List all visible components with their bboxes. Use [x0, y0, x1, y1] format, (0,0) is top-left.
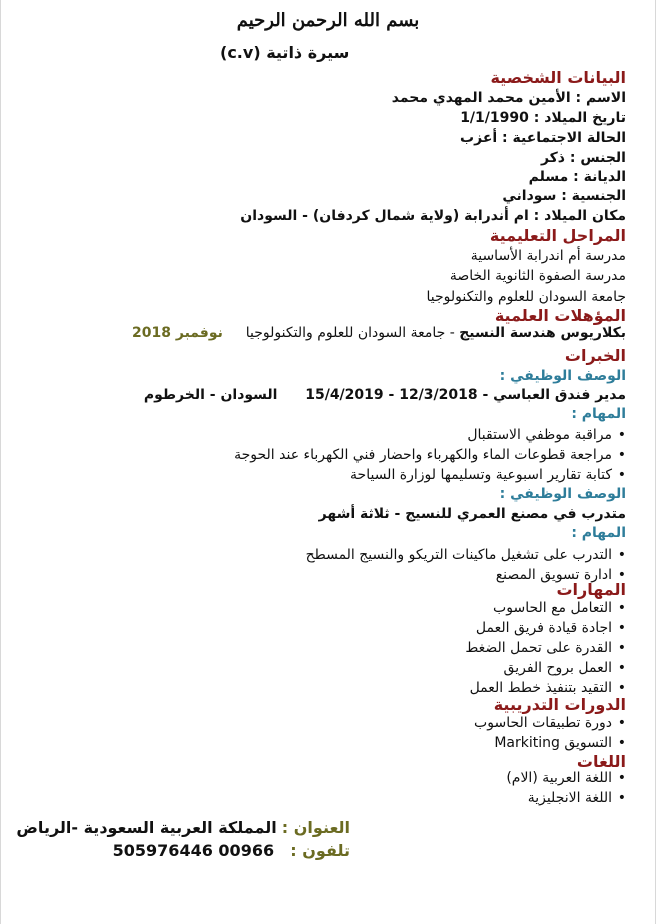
- job1-description-label: الوصف الوظيفي :: [499, 368, 626, 384]
- cv-title: سيرة ذاتية (c.v): [220, 43, 350, 62]
- personal-marital-status: الحالة الاجتماعية : أعزب: [460, 130, 626, 146]
- job1-location: السودان - الخرطوم: [143, 387, 278, 403]
- list-item: • التسويق Markiting: [474, 733, 626, 753]
- list-item: • التعامل مع الحاسوب: [465, 598, 626, 618]
- job1-tasks-label: المهام :: [571, 406, 626, 422]
- qualification-line: [132, 325, 626, 341]
- job2-description-label: الوصف الوظيفي :: [499, 486, 626, 502]
- personal-religion: الديانة : مسلم: [528, 169, 626, 185]
- section-qualifications-heading: المؤهلات العلمية: [494, 306, 626, 325]
- section-languages-heading: اللغات: [576, 752, 626, 771]
- phone-line: [113, 841, 350, 860]
- list-item: • التقيد بتنفيذ خطط العمل: [465, 678, 626, 698]
- address-line: [16, 818, 350, 837]
- address-label: العنوان :: [281, 818, 350, 837]
- personal-birthplace: مكان الميلاد : ام أندرابة (ولاية شمال كردفان) - السودان: [240, 208, 626, 224]
- job2-tasks-list: [306, 545, 626, 585]
- personal-name: الاسم : الأمين محمد المهدي محمد: [391, 90, 626, 106]
- job2-title: متدرب في مصنع العمري للنسيج - ثلاثة أشهر: [318, 506, 626, 522]
- phone-label: تلفون :: [290, 841, 350, 860]
- phone-value: 00966 505976446: [112, 841, 275, 860]
- list-item: • مراقبة موظفي الاستقبال: [234, 425, 626, 445]
- list-item: • اللغة العربية (الام): [506, 768, 626, 788]
- list-item: • مراجعة قطوعات الماء والكهرباء واحضار فني الكهرباء عند الحوجة: [234, 445, 626, 465]
- list-item: • اجادة قيادة فريق العمل: [465, 618, 626, 638]
- list-item: • دورة تطبيقات الحاسوب: [474, 713, 626, 733]
- job2-tasks-label: المهام :: [571, 525, 626, 541]
- section-education-heading: المراحل التعليمية: [489, 226, 626, 245]
- qualification-degree: بكلاريوس هندسة النسيج: [459, 325, 626, 341]
- skills-list: [465, 598, 626, 698]
- qualification-institution: - جامعة السودان للعلوم والتكنولوجيا: [245, 325, 455, 341]
- section-experience-heading: الخبرات: [564, 346, 626, 365]
- list-item: • اللغة الانجليزية: [506, 788, 626, 808]
- languages-list: [506, 768, 626, 808]
- list-item: • التدرب على تشغيل ماكينات التريكو والنسيج المسطح: [306, 545, 626, 565]
- section-courses-heading: الدورات التدريبية: [493, 695, 626, 714]
- list-item: • العمل بروح الفريق: [465, 658, 626, 678]
- courses-list: [474, 713, 626, 753]
- list-item: • القدرة على تحمل الضغط: [465, 638, 626, 658]
- list-item: • كتابة تقارير اسبوعية وتسليمها لوزارة السياحة: [234, 465, 626, 485]
- job1-title-line: [144, 387, 626, 403]
- job1-tasks-list: [234, 425, 626, 485]
- personal-gender: الجنس : ذكر: [540, 150, 626, 166]
- basmala: بسم الله الرحمن الرحيم: [236, 10, 420, 31]
- personal-birthdate: تاريخ الميلاد : 1/1/1990: [460, 110, 626, 126]
- personal-nationality: الجنسية : سوداني: [502, 188, 626, 204]
- education-item: مدرسة الصفوة الثانوية الخاصة: [449, 268, 626, 284]
- section-personal-heading: البيانات الشخصية: [490, 68, 626, 87]
- education-item: جامعة السودان للعلوم والتكنولوجيا: [426, 289, 626, 305]
- list-item: • ادارة تسويق المصنع: [306, 565, 626, 585]
- job1-title: مدير فندق العباسي - 12/3/2018 - 15/4/2019: [305, 387, 626, 403]
- section-skills-heading: المهارات: [556, 580, 626, 599]
- education-item: مدرسة أم اندرابة الأساسية: [470, 248, 626, 264]
- qualification-date: نوفمبر 2018: [132, 325, 223, 341]
- address-value: المملكة العربية السعودية -الرياض: [16, 818, 277, 837]
